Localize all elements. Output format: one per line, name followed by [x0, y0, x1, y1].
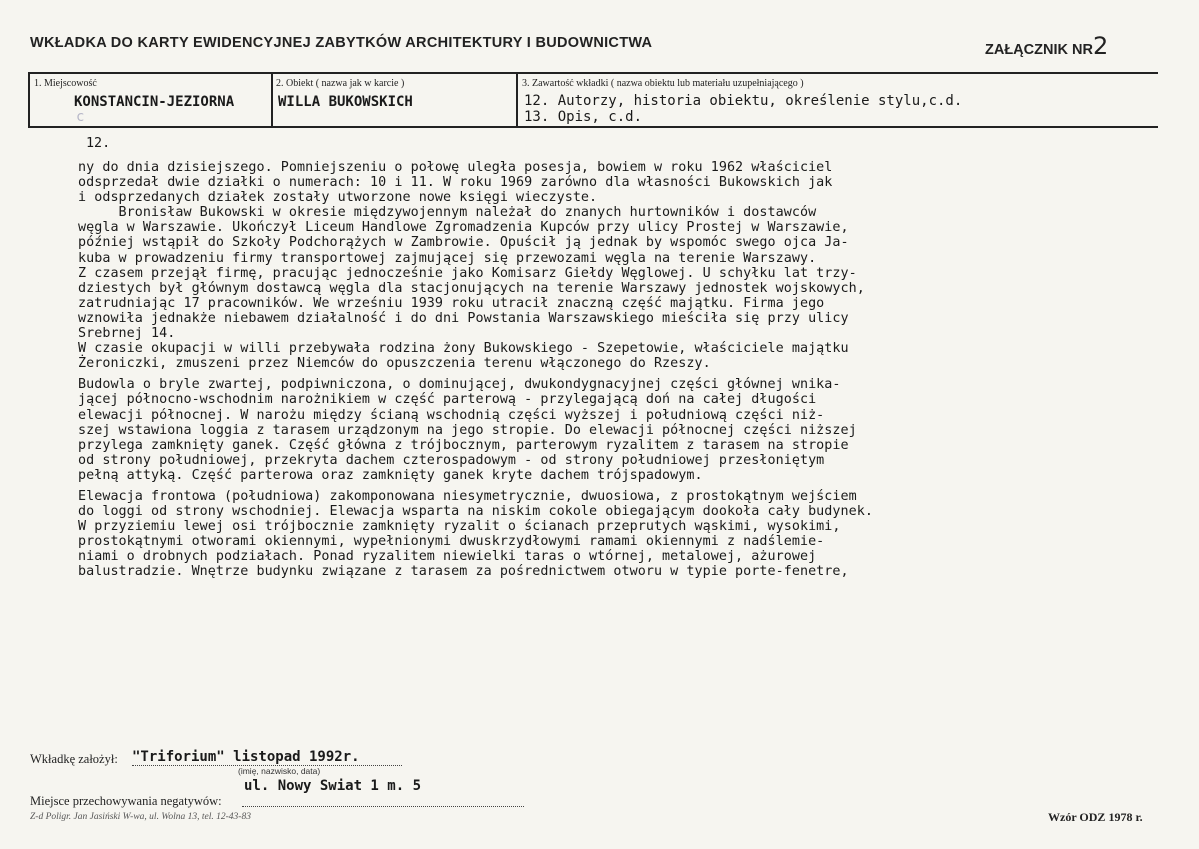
address-value: ul. Nowy Swiat 1 m. 5: [244, 778, 422, 794]
author-sublabel: (imię, nazwisko, data): [238, 766, 321, 776]
text-line: prostokątnymi otworami okiennymi, wypełnionymi dwuskrzydłowymi ramami okiennymi z nadślemie-: [78, 534, 825, 550]
top-rule: [28, 72, 1158, 74]
text-line: szej wstawiona loggia z tarasem urządzonym na jego stropie. Do elewacji północnej części niższej: [78, 422, 857, 438]
contents-line-2: 13. Opis, c.d.: [524, 109, 643, 125]
text-line: i odsprzedanych działek zostały utworzone nowe księgi wieczyste.: [78, 190, 598, 206]
text-line: odsprzedał dwie działki o numerach: 10 i 11. W roku 1969 zarówno dla własności Bukowskich jak: [78, 175, 833, 191]
text-line: kuba w prowadzeniu firmy transportowej zajmującej się przewozami węgla na terenie Warszawy.: [78, 250, 817, 266]
text-line: Bronisław Bukowski w okresie międzywojennym należał do znanych hurtowników i dostawców: [78, 205, 817, 221]
location-label: 1. Miejscowość: [34, 78, 97, 89]
location-value: KONSTANCIN-JEZIORNA: [74, 94, 235, 110]
text-line: elewacji północnej. W narożu między ścianą wschodnią części wyższej i południową części niż-: [78, 407, 825, 423]
negatives-label: Miejsce przechowywania negatywów:: [30, 794, 222, 808]
text-line: W czasie okupacji w willi przebywała rodzina żony Bukowskiego - Szepetowie, właściciele majątku: [78, 341, 849, 357]
left-border: [28, 72, 30, 127]
fields-bottom-rule: [28, 126, 1158, 128]
printer-info: Z-d Poligr. Jan Jasiński W-wa, ul. Wolna 13, tel. 12-43-83: [30, 812, 251, 822]
document-title: WKŁADKA DO KARTY EWIDENCYJNEJ ZABYTKÓW ARCHITEKTURY I BUDOWNICTWA: [30, 35, 653, 51]
text-line: ny do dnia dzisiejszego. Pomniejszeniu o połowę uległa posesja, bowiem w roku 1962 właściciel: [78, 160, 833, 175]
author-label: Wkładkę założył:: [30, 752, 118, 766]
section-number: 12.: [86, 136, 111, 151]
text-line: węgla w Warszawie. Ukończył Liceum Handlowe Zgromadzenia Kupców przy ulicy Prostej w Warszawie,: [78, 220, 849, 236]
contents-label: 3. Zawartość wkładki ( nazwa obiektu lub materiału uzupełniającego ): [522, 78, 804, 89]
attachment-digit: 2: [1092, 32, 1109, 60]
text-line: Elewacja frontowa (południowa) zakomponowana niesymetrycznie, dwuosiowa, z prostokątnym wejściem: [78, 488, 857, 504]
object-value: WILLA BUKOWSKICH: [278, 94, 413, 110]
paragraph-history: [78, 160, 1148, 371]
text-line: do loggi od strony wschodniej. Elewacja wsparta na niskim cokole obiegającym dookoła cały budynek.: [78, 504, 873, 520]
text-line: pełną attyką. Część parterowa oraz zamknięty ganek kryte dachem trójspadowym.: [78, 467, 703, 483]
text-line: W przyziemiu lewej osi trójbocznie zamknięty ryzalit o ścianach przeprutych wąskimi, wysokimi,: [78, 519, 841, 535]
text-line: później wstąpił do Szkoły Podchorążych w Zambrowie. Opuścił ją jednak by wspomóc swego ojca Ja-: [78, 235, 849, 251]
author-text: "Triforium" listopad 1992r.: [132, 749, 360, 765]
text-line: niami o drobnych podziałach. Ponad ryzalitem niewielki taras o wtórnej, metalowej, ażurowej: [78, 549, 817, 565]
text-line: Żeroniczki, zmuszeni przez Niemców do opuszczenia terenu włączonego do Rzeszy.: [78, 356, 711, 372]
location-mark: c: [76, 109, 85, 125]
field-divider-2: [516, 72, 518, 127]
object-label: 2. Obiekt ( nazwa jak w karcie ): [276, 78, 405, 89]
contents-line-1: 12. Autorzy, historia obiektu, określenie stylu,c.d.: [524, 93, 963, 109]
negatives-line: [242, 796, 524, 807]
text-line: balustradzie. Wnętrze budynku związane z tarasem za pośrednictwem otworu w typie porte-fenetre,: [78, 564, 849, 580]
author-value: [132, 749, 402, 766]
text-line: Budowla o bryle zwartej, podpiwniczona, o dominującej, dwukondygnacyjnej części głównej wnika-: [78, 377, 841, 393]
text-line: jącej północno-wschodnim narożnikiem w część parterową - przylegającą doń na całej długości: [78, 392, 817, 408]
paragraph-description: [78, 377, 1148, 483]
attachment-label: ZAŁĄCZNIK NR: [985, 42, 1093, 58]
text-line: zatrudniając 17 pracowników. We wrześniu 1939 roku utracił znaczną część majątku. Firma jego: [78, 295, 825, 311]
form-model: Wzór ODZ 1978 r.: [1048, 810, 1143, 824]
paragraph-facade: [78, 489, 1148, 580]
text-line: wznowiła jednakże niebawem działalność i do dni Powstania Warszawskiego mieściła się przy ulicy: [78, 310, 849, 326]
attachment-number: [985, 32, 1108, 60]
field-divider-1: [271, 72, 273, 127]
text-line: od strony południowej, przekryta dachem czterospadowym - od strony południowej przesłoniętym: [78, 452, 825, 468]
text-line: dziestych był głównym dostawcą węgla dla stacjonujących na terenie Warszawy jednostek wojskowych,: [78, 280, 865, 296]
body-text: [78, 160, 1148, 580]
text-line: Z czasem przejął firmę, pracując jednocześnie jako Komisarz Giełdy Węglowej. U schyłku lat trzy-: [78, 265, 857, 281]
text-line: Srebrnej 14.: [78, 326, 176, 342]
text-line: przylega zamknięty ganek. Część główna z trójbocznym, parterowym ryzalitem z tarasem na stropie: [78, 437, 849, 453]
